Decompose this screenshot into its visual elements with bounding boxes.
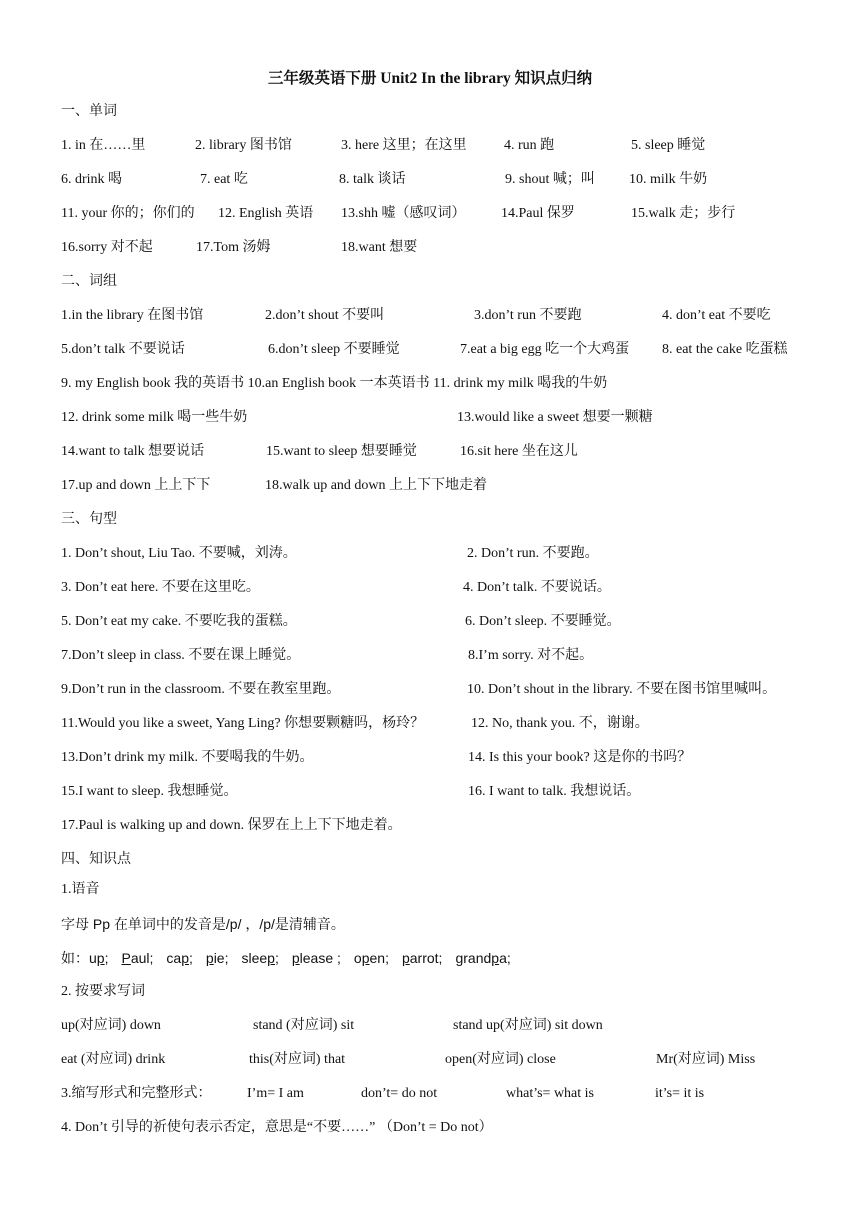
short-form-item: what’s= what is xyxy=(506,1086,594,1101)
phrase-item: 7.eat a big egg 吃一个大鸡蛋 xyxy=(460,342,630,357)
short-forms-label: 3.缩写形式和完整形式： xyxy=(61,1086,212,1101)
heading-text: 1.语音 xyxy=(61,882,100,897)
word-item: 18.want 想要 xyxy=(341,240,418,255)
heading-text: 四、知识点 xyxy=(61,852,131,867)
sentence-row xyxy=(0,815,860,837)
sentence-item: 9.Don’t run in the classroom. 不要在教室里跑。 xyxy=(61,682,341,697)
sentence-row xyxy=(0,577,860,599)
sentence-item: 5. Don’t eat my cake. 不要吃我的蛋糕。 xyxy=(61,614,297,629)
sentence-item: 16. I want to talk. 我想说话。 xyxy=(468,784,641,799)
write-heading xyxy=(0,981,860,1003)
phrase-item: 3.don’t run 不要跑 xyxy=(474,308,582,323)
underlined-letter: p xyxy=(181,950,189,966)
word-item: 9. shout 喊；叫 xyxy=(505,172,595,187)
phrase-item: 16.sit here 坐在这儿 xyxy=(460,444,578,459)
write-item: stand (对应词) sit xyxy=(253,1018,355,1033)
pronunciation-examples xyxy=(0,947,860,969)
phrase-item: 15.want to sleep 想要睡觉 xyxy=(266,444,417,459)
word-item: 11. your 你的；你们的 xyxy=(61,206,195,221)
underlined-letter: p xyxy=(401,950,410,966)
phrase-item: 1.in the library 在图书馆 xyxy=(61,308,204,323)
document-title: 三年级英语下册 Unit2 In the library 知识点归纳 xyxy=(267,70,593,87)
write-item: up(对应词) down xyxy=(61,1018,161,1033)
phrase-item: 13.would like a sweet 想要一颗糖 xyxy=(457,410,653,425)
write-row xyxy=(0,1049,860,1071)
word-item: 13.shh 嘘（感叹词） xyxy=(341,206,466,221)
phrase-item: 17.up and down 上上下下 xyxy=(61,478,211,493)
sentence-item: 7.Don’t sleep in class. 不要在课上睡觉。 xyxy=(61,648,301,663)
heading-text: 二、词组 xyxy=(61,274,117,289)
section-heading-words xyxy=(0,101,860,123)
phrase-row xyxy=(0,373,860,395)
word-item: 5. sleep 睡觉 xyxy=(631,138,706,153)
short-form-item: I’m= I am xyxy=(247,1086,304,1101)
word-item: 7. eat 吃 xyxy=(200,172,248,187)
word-item: 16.sorry 对不起 xyxy=(61,240,153,255)
word-item: 14.Paul 保罗 xyxy=(501,206,575,221)
heading-text: 一、单词 xyxy=(61,104,117,119)
sentence-item: 17.Paul is walking up and down. 保罗在上上下下地走着。 xyxy=(61,818,402,833)
phrase-row xyxy=(0,407,860,429)
sentence-row xyxy=(0,543,860,565)
short-forms-row xyxy=(0,1083,860,1105)
underlined-letter: p xyxy=(491,950,500,966)
phrase-row xyxy=(0,475,860,497)
section-heading-points xyxy=(0,849,860,871)
underlined-letter: p xyxy=(267,950,275,966)
example-word: parrot; xyxy=(401,950,443,966)
short-form-item: it’s= it is xyxy=(655,1086,705,1101)
section-heading-sentences xyxy=(0,509,860,531)
example-word: please ; xyxy=(291,950,341,966)
word-item: 4. run 跑 xyxy=(504,138,555,153)
sentence-item: 1. Don’t shout, Liu Tao. 不要喊，刘涛。 xyxy=(61,546,297,561)
dont-rule-text: 4. Don’t 引导的祈使句表示否定，意思是“不要……” （Don’t = Do not） xyxy=(61,1120,493,1135)
word-item: 12. English 英语 xyxy=(218,206,314,221)
sentence-item: 14. Is this your book? 这是你的书吗？ xyxy=(468,750,692,765)
word-item: 1. in 在……里 xyxy=(61,138,146,153)
sentence-item: 13.Don’t drink my milk. 不要喝我的牛奶。 xyxy=(61,750,314,765)
phrase-item: 4. don’t eat 不要吃 xyxy=(662,308,771,323)
sentence-item: 4. Don’t talk. 不要说话。 xyxy=(463,580,611,595)
word-row xyxy=(0,169,860,191)
phrase-item: 8. eat the cake 吃蛋糕 xyxy=(662,342,788,357)
example-list xyxy=(61,947,537,969)
word-item: 15.walk 走；步行 xyxy=(631,206,736,221)
phrase-item: 18.walk up and down 上上下下地走着 xyxy=(265,478,488,493)
word-item: 2. library 图书馆 xyxy=(195,138,292,153)
example-word: cap; xyxy=(166,950,193,966)
example-word: open; xyxy=(353,950,389,966)
example-word: sleep; xyxy=(241,950,279,966)
phrase-item: 14.want to talk 想要说话 xyxy=(61,444,205,459)
write-row xyxy=(0,1015,860,1037)
example-word: Paul; xyxy=(121,950,154,966)
underlined-letter: p xyxy=(361,950,370,966)
phrase-item: 12. drink some milk 喝一些牛奶 xyxy=(61,410,248,425)
heading-text: 2. 按要求写词 xyxy=(61,984,145,999)
underlined-letter: p xyxy=(96,950,105,966)
heading-text: 三、句型 xyxy=(61,512,117,527)
write-item: stand up(对应词) sit down xyxy=(453,1018,603,1033)
phrase-item: 6.don’t sleep 不要睡觉 xyxy=(268,342,400,357)
sentence-row xyxy=(0,747,860,769)
example-word: grandpa; xyxy=(455,950,511,966)
write-item: open(对应词) close xyxy=(445,1052,556,1067)
sentence-item: 11.Would you like a sweet, Yang Ling? 你想要颗糖吗，杨玲？ xyxy=(61,716,425,731)
sentence-item: 2. Don’t run. 不要跑。 xyxy=(467,546,599,561)
sentence-item: 6. Don’t sleep. 不要睡觉。 xyxy=(465,614,621,629)
sentence-row xyxy=(0,713,860,735)
example-words xyxy=(89,950,524,966)
sentence-item: 10. Don’t shout in the library. 不要在图书馆里喊叫。 xyxy=(467,682,777,697)
sentence-item: 15.I want to sleep. 我想睡觉。 xyxy=(61,784,238,799)
underlined-letter: p xyxy=(205,950,214,966)
example-word: pie; xyxy=(205,950,229,966)
phrase-row xyxy=(0,441,860,463)
phrase-item: 2.don’t shout 不要叫 xyxy=(265,308,385,323)
short-form-item: don’t= do not xyxy=(361,1086,438,1101)
word-item: 10. milk 牛奶 xyxy=(629,172,708,187)
word-row xyxy=(0,135,860,157)
word-row xyxy=(0,237,860,259)
write-item: Mr(对应词) Miss xyxy=(656,1052,756,1067)
pronunciation-heading xyxy=(0,879,860,901)
phrase-row xyxy=(0,339,860,361)
sentence-row xyxy=(0,611,860,633)
word-item: 17.Tom 汤姆 xyxy=(196,240,271,255)
phrase-row xyxy=(0,305,860,327)
phrase-item: 5.don’t talk 不要说话 xyxy=(61,342,185,357)
example-word: up; xyxy=(89,950,109,966)
sentence-row xyxy=(0,645,860,667)
word-item: 3. here 这里；在这里 xyxy=(341,138,467,153)
underlined-letter: p xyxy=(291,950,300,966)
sentence-item: 3. Don’t eat here. 不要在这里吃。 xyxy=(61,580,260,595)
word-row xyxy=(0,203,860,225)
sentence-row xyxy=(0,781,860,803)
word-item: 8. talk 谈话 xyxy=(339,172,406,187)
sentence-item: 8.I’m sorry. 对不起。 xyxy=(468,648,594,663)
phrase-item: 9. my English book 我的英语书 10.an English book 一本英语书 11. drink my milk 喝我的牛奶 xyxy=(61,376,608,391)
pronunciation-line xyxy=(0,913,860,935)
section-heading-phrases xyxy=(0,271,860,293)
write-item: eat (对应词) drink xyxy=(61,1052,166,1067)
pronunciation-text: 字母 Pp 在单词中的发音是/p/ ，/p/是清辅音。 xyxy=(61,916,345,932)
write-item: this(对应词) that xyxy=(249,1052,346,1067)
sentence-row xyxy=(0,679,860,701)
word-item: 6. drink 喝 xyxy=(61,172,123,187)
examples-label: 如： xyxy=(61,950,89,966)
underlined-letter: P xyxy=(121,950,131,966)
sentence-item: 12. No, thank you. 不，谢谢。 xyxy=(471,716,649,731)
dont-rule-row xyxy=(0,1117,860,1139)
